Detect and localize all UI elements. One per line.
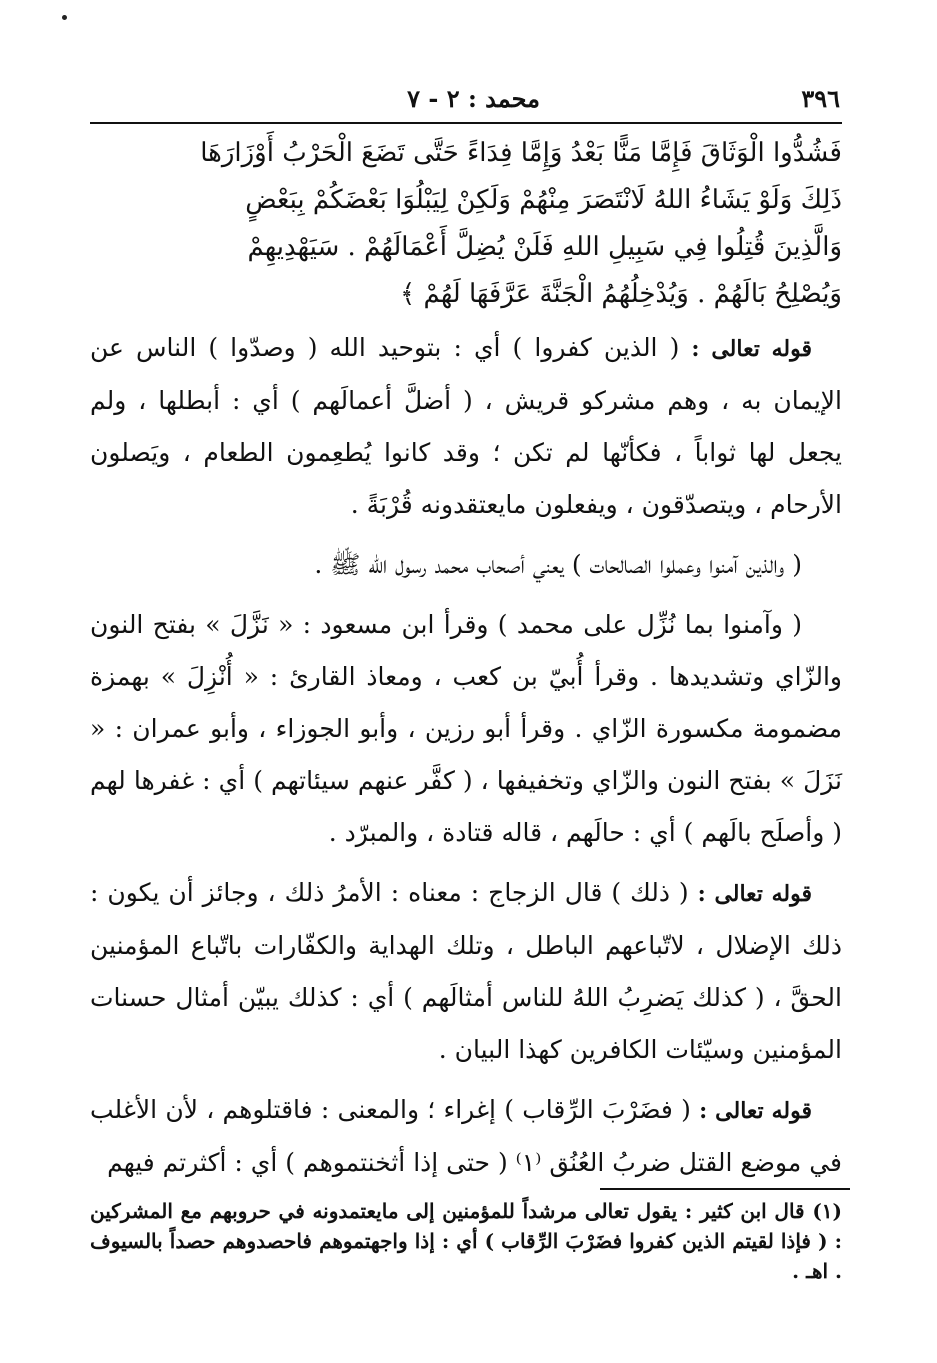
running-head: محمد : ٢ - ٧ [407, 84, 540, 113]
commentary-paragraph [90, 1084, 842, 1189]
verse-block [90, 130, 842, 318]
verse-line: وَالَّذِينَ قُتِلُوا فِي سَبِيلِ اللهِ فَلَنْ يُضِلَّ أَعْمَالَهُمْ . سَيَهْدِيهِمْ [247, 232, 842, 262]
commentary-paragraph [90, 322, 842, 531]
page-header [90, 84, 840, 120]
paragraph-text: ( ذلك ) قال الزجاج : معناه : الأمرُ ذلك ، وجائز أن يكون : ذلك الإضلال ، لاتّباعهم الباطل ، وتلك الهداية والكفّارات باتّباع المؤمنين الحقَّ ، ( كذلك يَضرِبُ اللهُ للناس أمثالَهم ) أي : كذلك يبيّن أمثال حسنات المؤمنين وسيّئات الكافرين كهذا البيان . [90, 878, 842, 1064]
paragraph-text: ( فضَرْبَ الرِّقاب ) إغراء ؛ والمعنى : فاقتلوهم ، لأن الأغلب في موضع القتل ضربُ العُنُق ⁽١⁾ ( حتى إذا أثخنتموهم ) أي : أكثرتم فيهم [90, 1095, 842, 1177]
paragraph-text: ( الذين كفروا ) أي : بتوحيد الله ( وصدّوا ) الناس عن الإيمان به ، وهم مشركو قريش ، ( أضلَّ أعمالَهم ) أي : أبطلها ، ولم يجعل لها ثواباً ، فكأنّها لم تكن ؛ وقد كانوا يُطعِمون الطعام ، ويَصلون الأرحام ، ويتصدّقون ، ويفعلون مايعتقدونه قُرْبَةً . [90, 333, 842, 519]
verse-line: ذَلِكَ وَلَوْ يَشَاءُ اللهُ لَانْتَصَرَ مِنْهُمْ وَلَكِنْ لِيَبْلُوَا بَعْضَكُمْ بِبَعْضٍ [245, 185, 842, 215]
footnote-rule [600, 1188, 850, 1190]
paragraph-lead: قوله تعالى : [699, 1098, 812, 1124]
commentary-paragraph [90, 599, 842, 859]
footnote: (١) قال ابن كثير : يقول تعالى مرشداً للمؤمنين إلى مايعتمدونه في حروبهم مع المشركين : ( فإذا لقيتم الذين كفروا فضَرْبَ الرِّقاب ) أي : إذا واجهتموهم فاحصدوهم حصداً بالسيوف . اهـ . [90, 1199, 842, 1283]
paragraph-lead: قوله تعالى : [697, 881, 812, 907]
commentary-paragraph [90, 867, 842, 1076]
paragraph-text: ( وآمنوا بما نُزِّل على محمد ) وقرأ ابن مسعود : « نَزَّلَ » بفتح النون والزّاي وتشديدها . وقرأ أُبيّ بن كعب ، ومعاذ القارئ : « أُنْزِلَ » بهمزة مضمومة مكسورة الزّاي . وقرأ أبو رزين ، وأبو الجوزاء ، وأبو عمران : « نَزَلَ » بفتح النون والزّاي وتخفيفها ، ( كفَّر عنهم سيئاتهم ) أي : غفرها لهم ( وأصلَح بالَهم ) أي : حالَهم ، قاله قتادة ، والمبرّد . [90, 610, 842, 847]
paragraph-lead: قوله تعالى : [691, 336, 812, 362]
commentary-paragraph [90, 539, 842, 591]
body-text [90, 130, 842, 1197]
page-mark [62, 15, 67, 20]
verse-line: فَشُدُّوا الْوَثَاقَ فَإِمَّا مَنًّا بَعْدُ وَإِمَّا فِدَاءً حَتَّى تَضَعَ الْحَرْبُ أَوْزَارَهَا [200, 138, 842, 168]
verse-line: وَيُصْلِحُ بَالَهُمْ . وَيُدْخِلُهُمُ الْجَنَّةَ عَرَّفَهَا لَهُمْ ﴾ [400, 279, 842, 309]
header-rule [90, 122, 842, 124]
paragraph-text: ( والذين آمنوا وعملوا الصالحات ) يعني أصحاب محمد رسول الله ﷺ . [314, 550, 802, 579]
page-number: ٣٩٦ [801, 84, 840, 113]
